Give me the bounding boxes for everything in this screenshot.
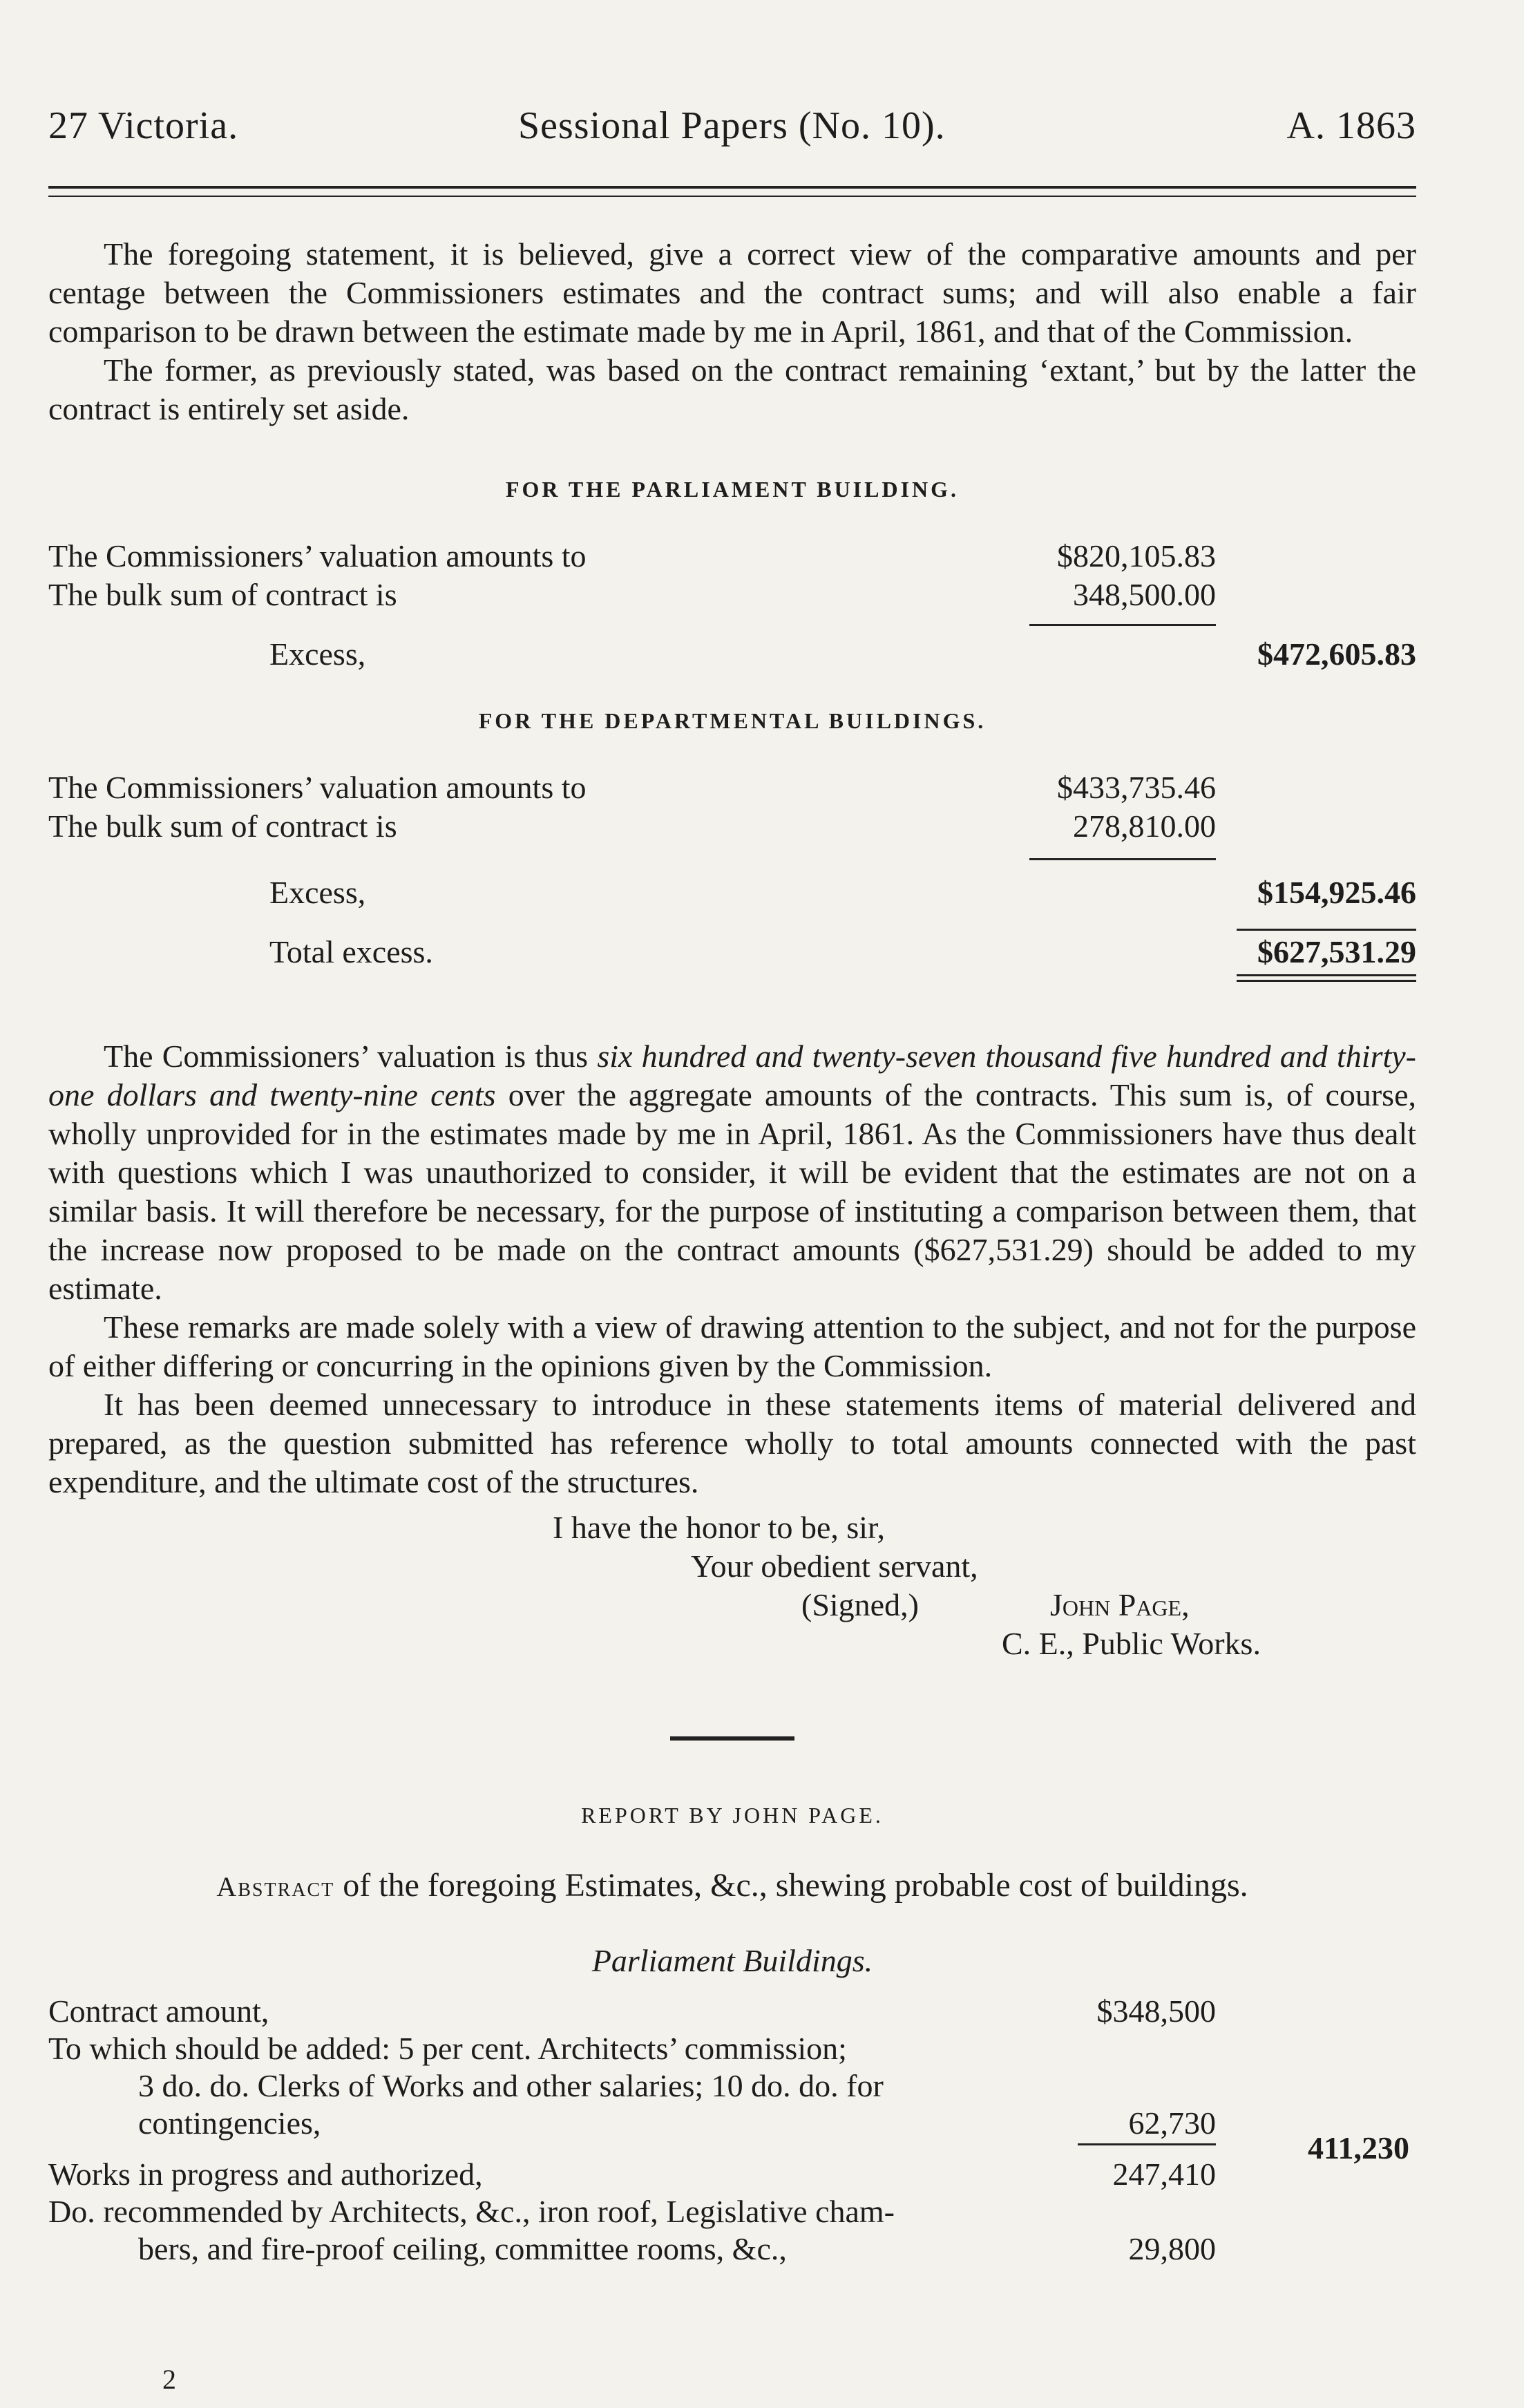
closing-signature-block — [48, 1508, 1416, 1674]
subtotal-rule — [1029, 624, 1216, 626]
signatory-title: C. E., Public Works. — [1002, 1626, 1261, 1661]
header-title: Sessional Papers (No. 10). — [518, 104, 946, 147]
cost-row — [48, 1993, 1416, 2030]
departmental-excess-amount: $154,925.46 — [1257, 875, 1416, 910]
cost-row — [48, 2156, 1416, 2193]
intro-paragraph-1: The foregoing statement, it is believed, give a correct view of the comparative amounts and per centage between the Commissioners estimates and the contract sums; and will also enable a fair comparison to be drawn between the estimate made by me in April, 1861, and that of the Commission. — [48, 236, 1416, 349]
abstract-text: of the foregoing Estimates, &c., shewing probable cost of buildings. — [334, 1867, 1248, 1904]
departmental-valuation-label: The Commissioners’ valuation amounts to — [48, 770, 587, 805]
cost-row — [48, 2105, 1416, 2165]
departmental-contract-amount: 278,810.00 — [1073, 808, 1216, 844]
cost-row-subtotal: 411,230 — [1308, 2130, 1409, 2165]
cost-row-amount: 29,800 — [1128, 2231, 1216, 2266]
departmental-heading: FOR THE DEPARTMENTAL BUILDINGS. — [478, 708, 987, 733]
departmental-excess-row — [48, 873, 1416, 912]
total-rule-row — [48, 912, 1416, 933]
cost-row-amount: 62,730 — [1128, 2105, 1216, 2141]
body-paragraph-1-start: The Commissioners’ valuation is thus — [104, 1039, 598, 1074]
parliament-excess-amount: $472,605.83 — [1257, 636, 1416, 672]
total-excess-amount: $627,531.29 — [1257, 934, 1416, 969]
header-double-rule — [48, 186, 1416, 197]
departmental-valuation-row — [48, 768, 1416, 807]
cost-row-label: bers, and fire-proof ceiling, committee rooms, &c., — [138, 2231, 787, 2266]
body-paragraph-2: These remarks are made solely with a view of drawing attention to the subject, and not for the purpose of either differing or concurring in the opinions given by the Commission. — [48, 1309, 1416, 1383]
subtotal-rule — [1029, 858, 1216, 860]
parliament-subtotal-rule-row — [48, 614, 1416, 635]
abstract-lead: Abstract — [216, 1871, 335, 1902]
parliament-contract-amount: 348,500.00 — [1073, 577, 1216, 612]
signatory-name: John Page, — [1050, 1587, 1190, 1622]
total-double-rule-a — [1237, 974, 1416, 976]
cost-row — [48, 2030, 1416, 2067]
document-page — [48, 104, 1416, 2268]
cost-row-label: Contract amount, — [48, 1993, 269, 2029]
cost-row-amount: $348,500 — [1096, 1993, 1216, 2029]
body-paragraph-1 — [48, 1037, 1416, 1308]
departmental-contract-row — [48, 807, 1416, 846]
amount-in-words: six hundred and twenty-seven thousand five hundred and thirty-one dollars and twenty-nine cents — [48, 1039, 1417, 1112]
body-paragraph-1-end: over the aggregate amounts of the contracts. This sum is, of course, wholly unprovided for in the estimates made by me in April, 1861. As the Commissioners have thus dealt with questions which I was unauthorized to consider, it will be evident that the estimates are not on a similar basis. It will therefore be necessary, for the purpose of instituting a comparison between them, that the increase now proposed to be made on the contract amounts ($627,531.29) should be added to my estimate. — [48, 1077, 1417, 1306]
total-top-rule — [1237, 929, 1416, 931]
abstract-line — [48, 1866, 1416, 1904]
departmental-excess-label: Excess, — [269, 875, 366, 910]
closing-signed: (Signed,) — [801, 1587, 919, 1622]
parliament-valuation-label: The Commissioners’ valuation amounts to — [48, 538, 587, 573]
subtotal-rule — [1078, 2143, 1216, 2145]
parliament-excess-label: Excess, — [269, 636, 366, 672]
parliament-buildings-subhead: Parliament Buildings. — [591, 1943, 873, 1978]
report-heading: REPORT BY JOHN PAGE. — [581, 1803, 884, 1828]
parliament-valuation-amount: $820,105.83 — [1057, 538, 1216, 573]
cost-row-label: To which should be added: 5 per cent. Architects’ commission; — [48, 2031, 847, 2066]
page-number: 2 — [162, 2364, 176, 2395]
section-divider — [670, 1736, 794, 1741]
cost-row-label: Works in progress and authorized, — [48, 2156, 483, 2192]
cost-row — [48, 2067, 1416, 2105]
departmental-subtotal-rule-row — [48, 846, 1416, 873]
cost-row-label: Do. recommended by Architects, &c., iron roof, Legislative cham- — [48, 2194, 895, 2229]
body-paragraph-3: It has been deemed unnecessary to introduce in these statements items of material delivered and prepared, as the question submitted has reference wholly to total amounts connected with the past expenditure, and the ultimate cost of the structures. — [48, 1387, 1416, 1499]
cost-row — [48, 2230, 1416, 2268]
cost-row-label: 3 do. do. Clerks of Works and other salaries; 10 do. do. for — [138, 2068, 884, 2103]
cost-row-label: contingencies, — [138, 2105, 321, 2141]
departmental-contract-label: The bulk sum of contract is — [48, 808, 397, 844]
departmental-valuation-amount: $433,735.46 — [1057, 770, 1216, 805]
header-year: A. 1863 — [1286, 104, 1416, 147]
total-excess-label: Total excess. — [269, 934, 433, 969]
page-header — [48, 104, 1416, 148]
closing-servant-line: Your obedient servant, — [691, 1548, 978, 1584]
parliament-contract-label: The bulk sum of contract is — [48, 577, 397, 612]
total-double-rule-b — [1237, 980, 1416, 982]
closing-honor-line: I have the honor to be, sir, — [553, 1510, 886, 1545]
parliament-valuation-row — [48, 537, 1416, 576]
parliament-excess-row — [48, 635, 1416, 674]
parliament-contract-row — [48, 576, 1416, 614]
cost-row-amount: 247,410 — [1112, 2156, 1216, 2192]
intro-paragraph-2: The former, as previously stated, was based on the contract remaining ‘extant,’ but by the latter the contract is entirely set aside. — [48, 352, 1416, 426]
cost-row — [48, 2193, 1416, 2230]
total-excess-row — [48, 933, 1416, 971]
parliament-heading: FOR THE PARLIAMENT BUILDING. — [505, 477, 960, 502]
header-session: 27 Victoria. — [48, 104, 239, 147]
